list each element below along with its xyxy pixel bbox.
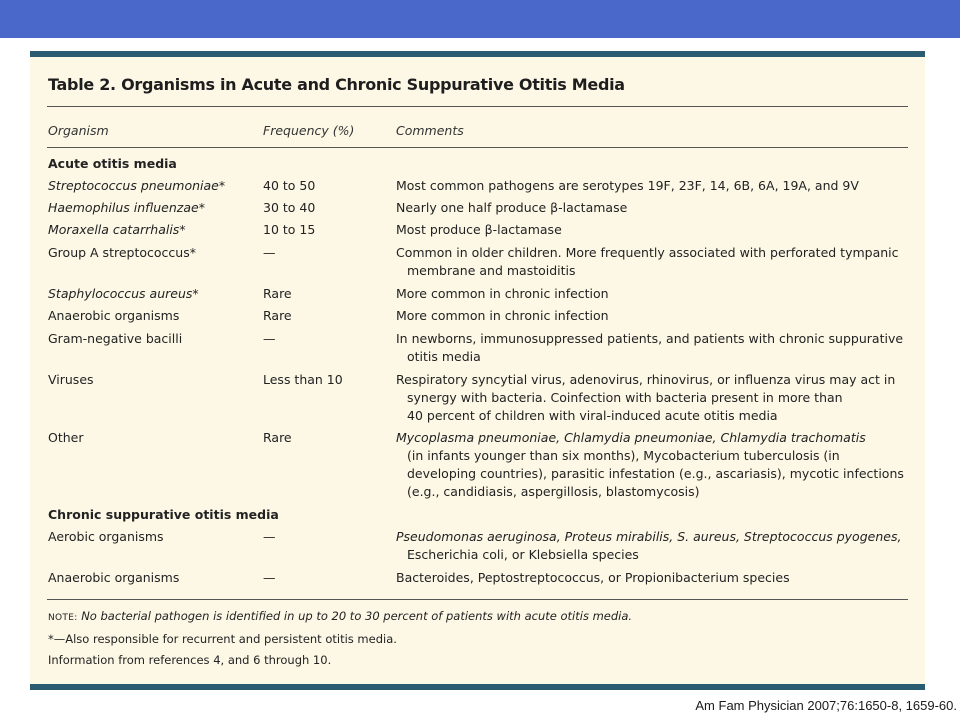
frequency-cell: Rare [263, 430, 292, 445]
source-note: Information from references 4, and 6 through 10. [48, 653, 332, 667]
organism-cell: Gram-negative bacilli [48, 331, 183, 346]
organism-cell: Group A streptococcus* [48, 245, 196, 260]
frequency-cell: Rare [263, 286, 292, 301]
comment-line: 40 percent of children with viral-induced acute otitis media [407, 408, 778, 423]
asterisk-note: *—Also responsible for recurrent and persistent otitis media. [48, 632, 397, 646]
citation: Am Fam Physician 2007;76:1650-8, 1659-60. [695, 698, 957, 713]
table-panel [30, 51, 925, 690]
note-line [48, 606, 908, 629]
comment-line: (e.g., candidiasis, aspergillosis, blastomycosis) [407, 484, 700, 499]
header-frequency: Frequency (%) [263, 123, 355, 138]
comments-cell [396, 285, 908, 303]
section-chronic-label: Chronic suppurative otitis media [48, 507, 279, 522]
bottom-rule [47, 599, 908, 600]
comment-line: otitis media [407, 349, 481, 364]
organism-cell: Viruses [48, 372, 94, 387]
frequency-cell: — [263, 245, 276, 260]
header-comments: Comments [396, 123, 464, 138]
comment-line: Mycoplasma pneumoniae, Chlamydia pneumoniae, Chlamydia trachomatis [396, 430, 866, 445]
comment-line: More common in chronic infection [396, 286, 609, 301]
section-acute-label: Acute otitis media [48, 156, 177, 171]
organism-cell: Staphylococcus aureus* [48, 286, 199, 301]
organism-cell: Other [48, 430, 84, 445]
comment-line: Most produce β-lactamase [396, 222, 562, 237]
frequency-cell: — [263, 331, 276, 346]
title-rule [47, 106, 908, 107]
note-label: NOTE: [48, 613, 78, 623]
comment-line: (in infants younger than six months), Mycobacterium tuberculosis (in [407, 448, 840, 463]
comment-line: Nearly one half produce β-lactamase [396, 200, 628, 215]
comment-line: Escherichia coli, or Klebsiella species [407, 547, 639, 562]
organism-cell: Anaerobic organisms [48, 570, 180, 585]
frequency-cell: Rare [263, 308, 292, 323]
note-text: No bacterial pathogen is identified in up to 20 to 30 percent of patients with acute otitis media. [77, 609, 633, 623]
table-notes [48, 606, 908, 671]
comments-cell [396, 569, 908, 587]
comment-line: More common in chronic infection [396, 308, 609, 323]
comment-line: synergy with bacteria. Coinfection with bacteria present in more than [407, 390, 843, 405]
header-rule [47, 147, 908, 148]
organism-cell: Moraxella catarrhalis* [48, 222, 186, 237]
frequency-cell: — [263, 570, 276, 585]
header-organism: Organism [48, 123, 109, 138]
comments-cell [396, 244, 908, 280]
organism-cell: Anaerobic organisms [48, 308, 180, 323]
table-title: Table 2. Organisms in Acute and Chronic Suppurative Otitis Media [48, 75, 625, 94]
comments-cell [396, 330, 908, 366]
comments-cell [396, 528, 908, 564]
comment-line: membrane and mastoiditis [407, 263, 576, 278]
top-banner [0, 0, 960, 38]
organism-cell: Haemophilus influenzae* [48, 200, 205, 215]
comment-line: Bacteroides, Peptostreptococcus, or Propionibacterium species [396, 570, 790, 585]
frequency-cell: 30 to 40 [263, 200, 316, 215]
comments-cell [396, 199, 908, 217]
frequency-cell: Less than 10 [263, 372, 343, 387]
comment-line: Common in older children. More frequently associated with perforated tympanic [396, 245, 899, 260]
comment-line: Respiratory syncytial virus, adenovirus, rhinovirus, or influenza virus may act in [396, 372, 896, 387]
organism-cell: Aerobic organisms [48, 529, 164, 544]
frequency-cell: 10 to 15 [263, 222, 316, 237]
comments-cell [396, 221, 908, 239]
frequency-cell: — [263, 529, 276, 544]
comment-line: Pseudomonas aeruginosa, Proteus mirabilis, S. aureus, Streptococcus pyogenes, [396, 529, 902, 544]
comments-cell [396, 177, 908, 195]
frequency-cell: 40 to 50 [263, 178, 316, 193]
comments-cell [396, 371, 908, 425]
comment-line: In newborns, immunosuppressed patients, and patients with chronic suppurative [396, 331, 904, 346]
comment-line: developing countries), parasitic infestation (e.g., ascariasis), mycotic infections [407, 466, 904, 481]
comment-line: Most common pathogens are serotypes 19F, 23F, 14, 6B, 6A, 19A, and 9V [396, 178, 859, 193]
comments-cell [396, 429, 908, 501]
comments-cell [396, 307, 908, 325]
organism-cell: Streptococcus pneumoniae* [48, 178, 226, 193]
